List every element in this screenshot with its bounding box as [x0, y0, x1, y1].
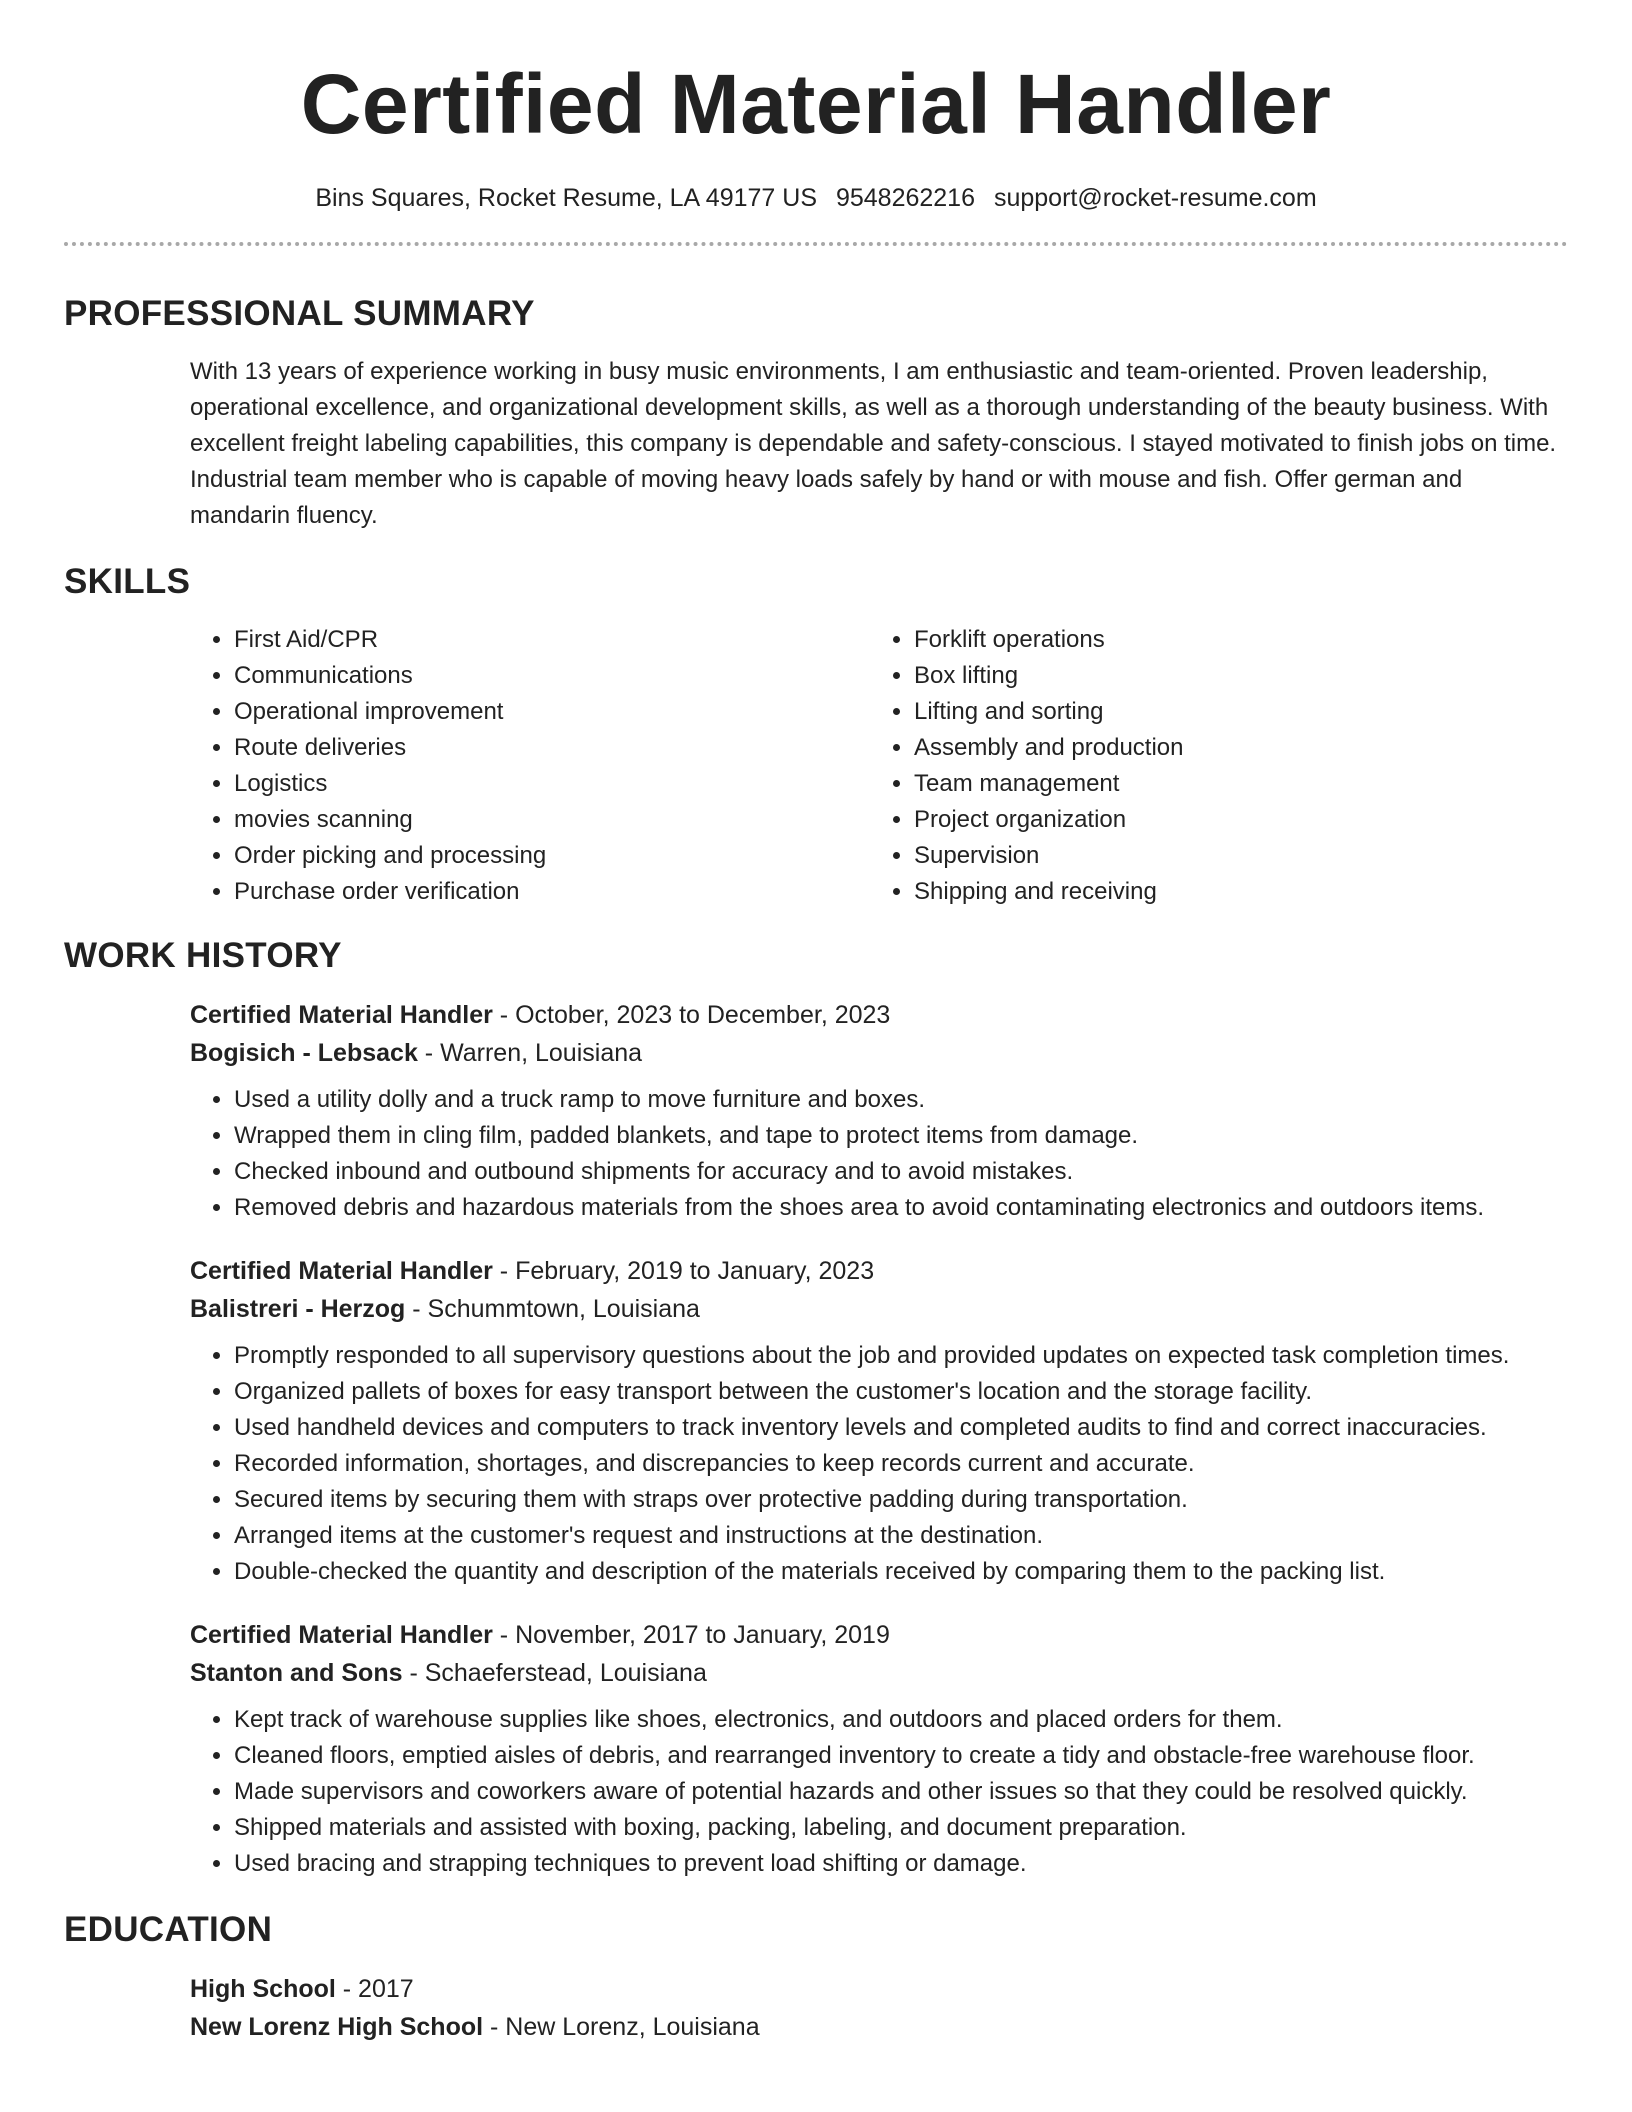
job-bullet: • Checked inbound and outbound shipments for accuracy and to avoid mistakes.: [234, 1154, 1568, 1190]
contact-email: support@rocket-resume.com: [993, 184, 1317, 212]
job-bullet: • Wrapped them in cling film, padded blankets, and tape to protect items from damage.: [234, 1118, 1568, 1154]
education-degree: High School: [190, 1975, 336, 2003]
job-bullet: • Kept track of warehouse supplies like shoes, electronics, and outdoors and placed orders for them.: [234, 1702, 1568, 1738]
job-bullet: • Cleaned floors, emptied aisles of debris, and rearranged inventory to create a tidy and obstacle-free warehouse floor.: [234, 1738, 1568, 1774]
job-bullet: • Arranged items at the customer's request and instructions at the destination.: [234, 1518, 1568, 1554]
job-title-line: [190, 1252, 1568, 1290]
skill-item: • Supervision: [914, 838, 1550, 874]
skill-item: • Forklift operations: [914, 622, 1550, 658]
job-role: Certified Material Handler: [190, 1257, 493, 1285]
job-role: Certified Material Handler: [190, 1621, 493, 1649]
job-bullet: • Removed debris and hazardous materials from the shoes area to avoid contaminating electronics and outdoors items.: [234, 1190, 1568, 1226]
skills-column-right: [870, 622, 1550, 910]
education-location: - New Lorenz, Louisiana: [483, 2013, 760, 2041]
job-location: - Warren, Louisiana: [417, 1039, 643, 1067]
job-bullet: • Used a utility dolly and a truck ramp to move furniture and boxes.: [234, 1082, 1568, 1118]
skill-item: • Project organization: [914, 802, 1550, 838]
contact-line: [64, 182, 1568, 214]
contact-address: Bins Squares, Rocket Resume, LA 49177 US: [315, 184, 817, 212]
job-bullet: • Double-checked the quantity and description of the materials received by comparing them to the packing list.: [234, 1554, 1568, 1590]
job-company-line: [190, 1654, 1568, 1692]
skill-item: • Logistics: [234, 766, 870, 802]
job-company: Stanton and Sons: [190, 1659, 403, 1687]
job-title-line: [190, 996, 1568, 1034]
skill-item: • Lifting and sorting: [914, 694, 1550, 730]
job-bullet: • Shipped materials and assisted with boxing, packing, labeling, and document preparation.: [234, 1810, 1568, 1846]
job-bullet: • Made supervisors and coworkers aware of potential hazards and other issues so that they could be resolved quickly.: [234, 1774, 1568, 1810]
skill-item: • Communications: [234, 658, 870, 694]
job-location: - Schummtown, Louisiana: [405, 1295, 700, 1323]
job-bullets: [190, 1338, 1568, 1590]
job-dates: - November, 2017 to January, 2019: [492, 1621, 890, 1649]
job-company: Balistreri - Herzog: [190, 1295, 406, 1323]
job-bullet: • Used bracing and strapping techniques to prevent load shifting or damage.: [234, 1846, 1568, 1882]
job-entry: [190, 1252, 1568, 1590]
education-entry: [190, 1970, 1568, 2046]
education-heading: EDUCATION: [64, 1910, 273, 1949]
job-company-line: [190, 1034, 1568, 1072]
job-bullets: [190, 1082, 1568, 1226]
job-bullet: • Promptly responded to all supervisory questions about the job and provided updates on expected task completion times.: [234, 1338, 1568, 1374]
contact-phone: 9548262216: [835, 184, 975, 212]
education-school: New Lorenz High School: [190, 2013, 484, 2041]
education-degree-line: [190, 1970, 1568, 2008]
skills-heading: SKILLS: [64, 562, 191, 601]
skill-item: • movies scanning: [234, 802, 870, 838]
job-bullet: • Secured items by securing them with straps over protective padding during transportation.: [234, 1482, 1568, 1518]
resume-name: Certified Material Handler: [300, 57, 1332, 151]
skill-item: • Operational improvement: [234, 694, 870, 730]
job-company-line: [190, 1290, 1568, 1328]
skills-list: [190, 622, 1568, 910]
education-school-line: [190, 2008, 1568, 2046]
job-company: Bogisich - Lebsack: [190, 1039, 418, 1067]
skill-item: • Team management: [914, 766, 1550, 802]
skill-item: • Route deliveries: [234, 730, 870, 766]
summary-heading: PROFESSIONAL SUMMARY: [64, 294, 535, 333]
education-year: - 2017: [335, 1975, 414, 2003]
job-bullet: • Recorded information, shortages, and discrepancies to keep records current and accurate.: [234, 1446, 1568, 1482]
resume-page: [64, 0, 1568, 2046]
header-divider: [64, 242, 1568, 246]
job-location: - Schaeferstead, Louisiana: [402, 1659, 707, 1687]
job-bullet: • Used handheld devices and computers to track inventory levels and completed audits to find and correct inaccuracies.: [234, 1410, 1568, 1446]
skills-column-left: [190, 622, 870, 910]
job-dates: - February, 2019 to January, 2023: [492, 1257, 875, 1285]
job-dates: - October, 2023 to December, 2023: [492, 1001, 891, 1029]
skill-item: • Order picking and processing: [234, 838, 870, 874]
job-entry: [190, 1616, 1568, 1882]
job-role: Certified Material Handler: [190, 1001, 493, 1029]
skill-item: • Shipping and receiving: [914, 874, 1550, 910]
skill-item: • Box lifting: [914, 658, 1550, 694]
job-bullets: [190, 1702, 1568, 1882]
job-title-line: [190, 1616, 1568, 1654]
skill-item: • First Aid/CPR: [234, 622, 870, 658]
skill-item: • Assembly and production: [914, 730, 1550, 766]
work-history-heading: WORK HISTORY: [64, 936, 342, 975]
summary-text: With 13 years of experience working in busy music environments, I am enthusiastic and team-oriented. Proven leadership, operational excellence, and organizational development skills, as well as a thorough understanding of the beauty business. With excellent freight labeling capabilities, this company is dependable and safety-conscious. I stayed motivated to finish jobs on time. Industrial team member who is capable of moving heavy loads safely by hand or with mouse and fish. Offer german and mandarin fluency.: [190, 358, 1557, 529]
job-bullet: • Organized pallets of boxes for easy transport between the customer's location and the storage facility.: [234, 1374, 1568, 1410]
skill-item: • Purchase order verification: [234, 874, 870, 910]
job-entry: [190, 996, 1568, 1226]
